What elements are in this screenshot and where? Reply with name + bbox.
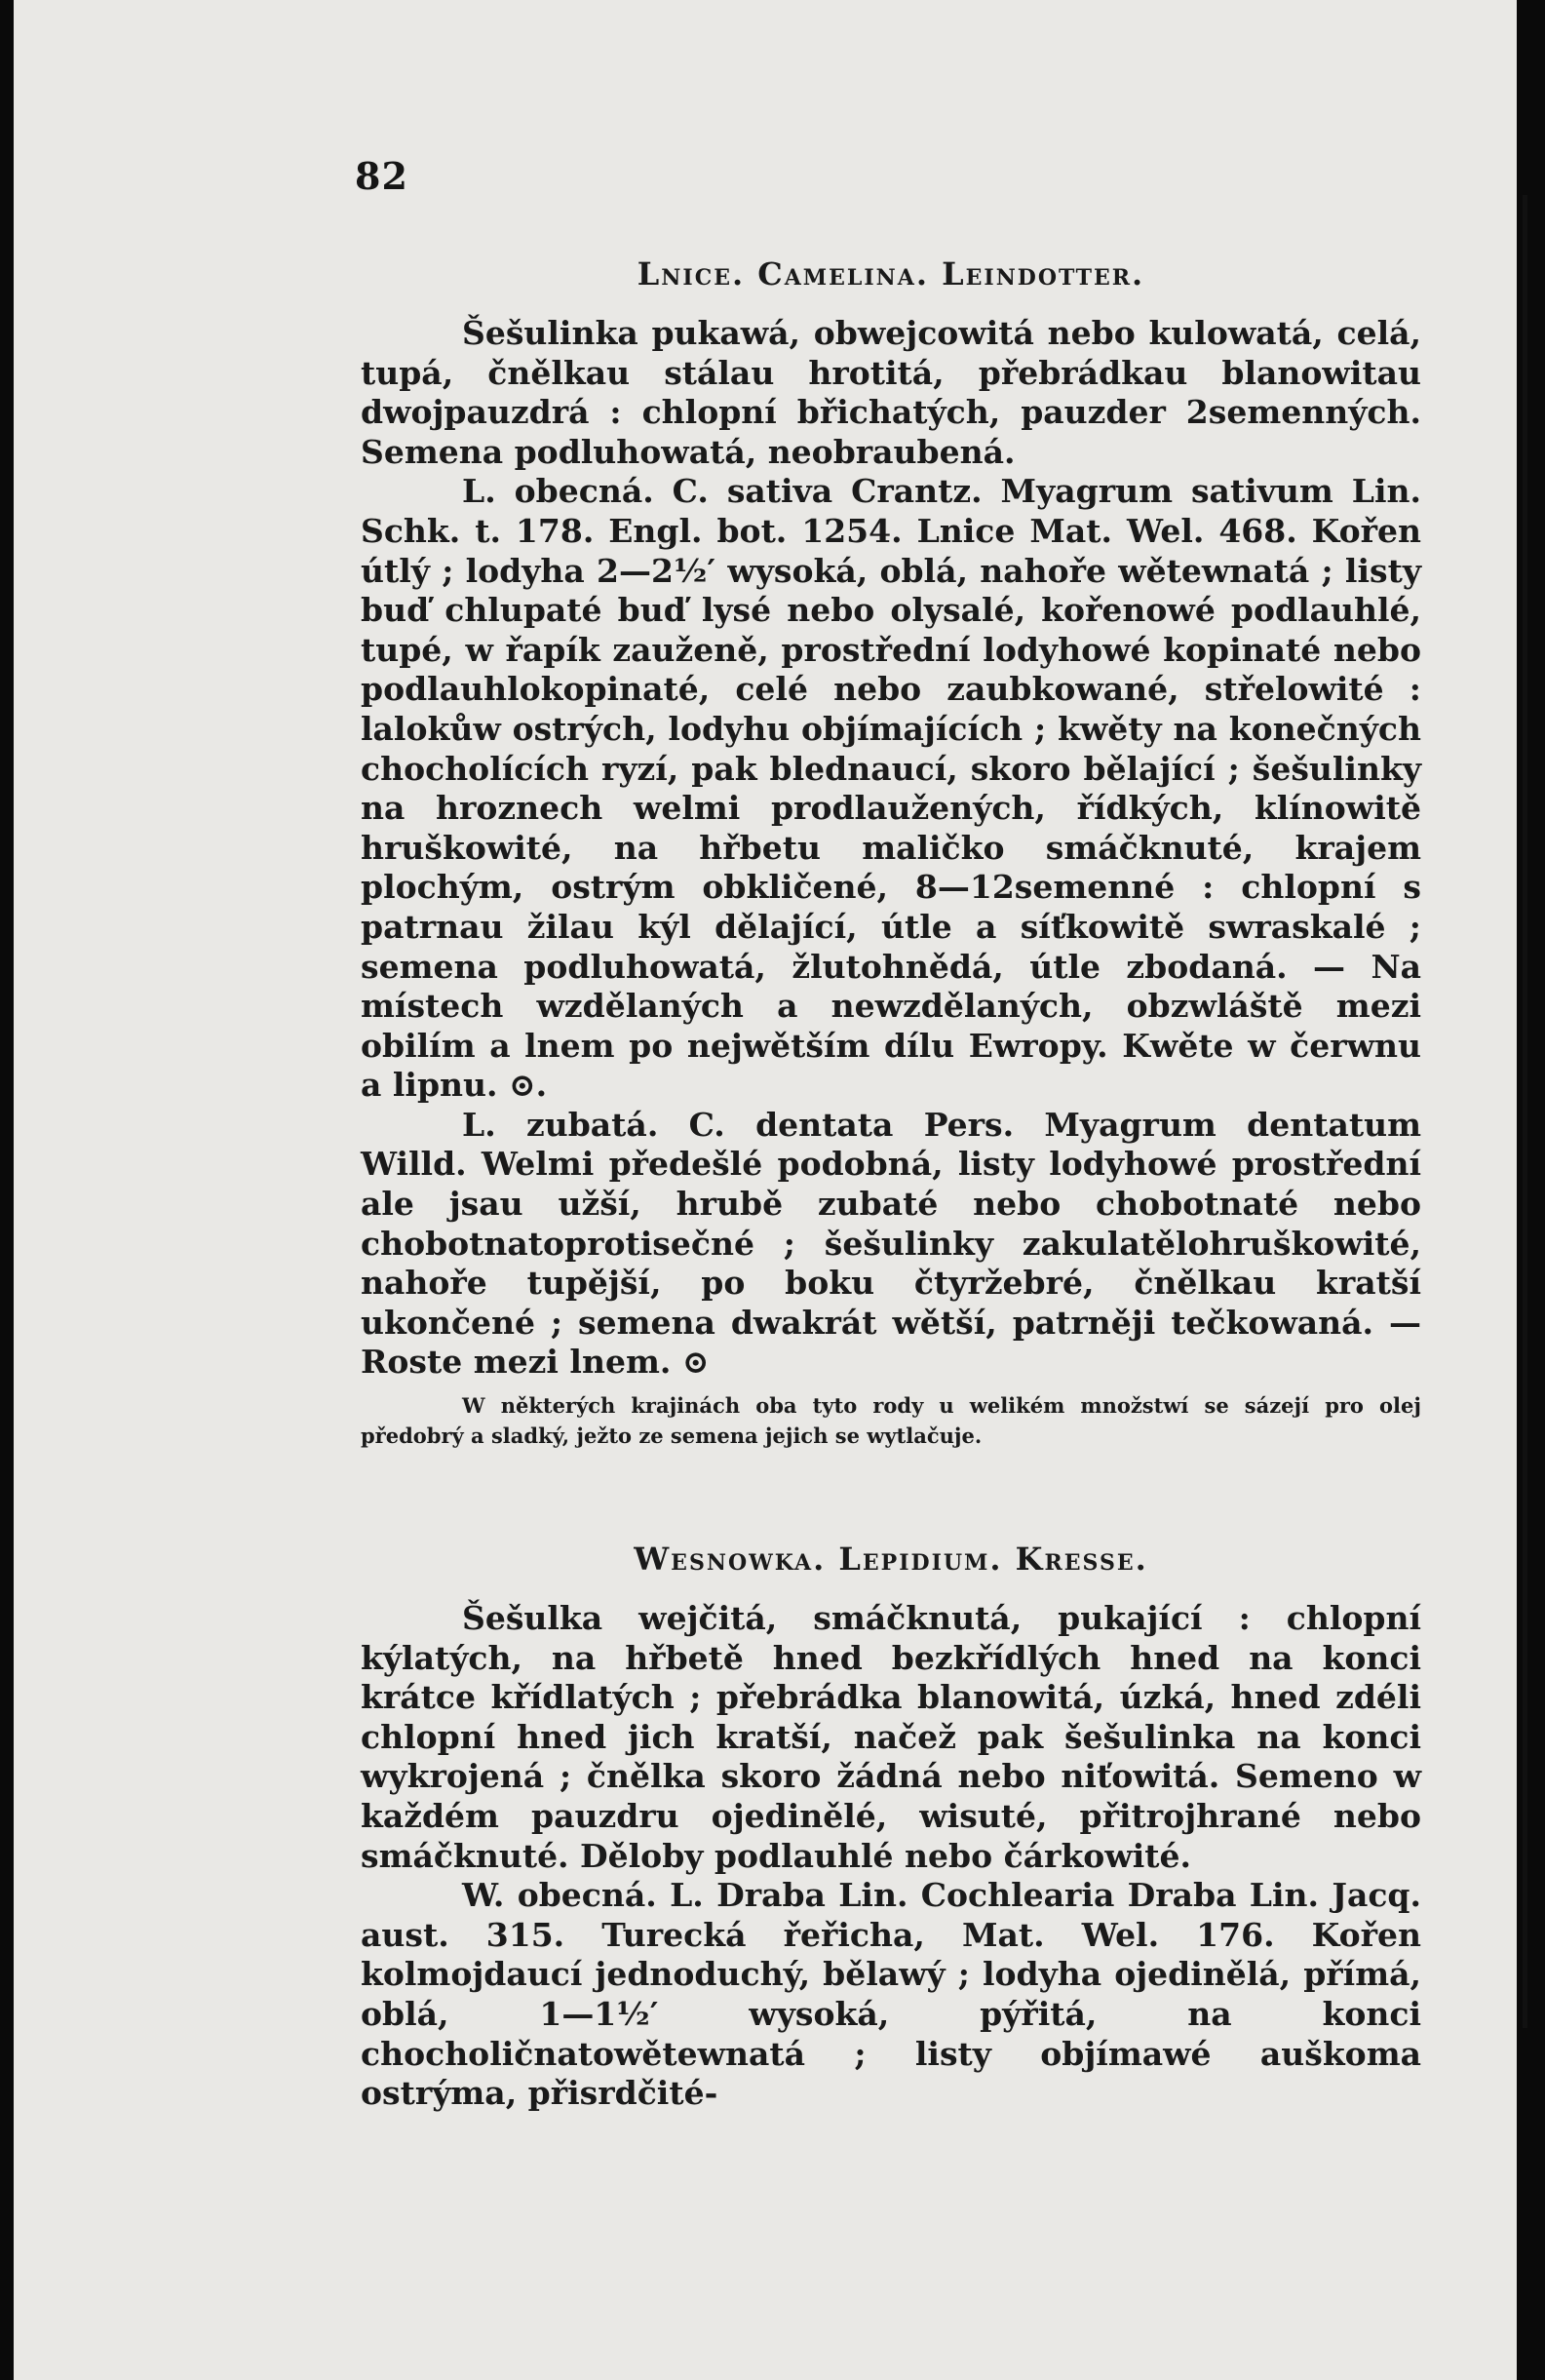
genus-description: Šešulinka pukawá, obwejcowitá nebo kulowatá, celá, tupá, čnělkau stálau hrotitá, přebrádkau blanowitau dwojpauzdrá : chlopní břichatých, pauzder 2semenných. Semena podluhowatá, neobraubená. bbox=[361, 314, 1421, 471]
section-heading: Wesnowka. Lepidium. Kresse. bbox=[634, 1541, 1148, 1578]
section-lnice bbox=[361, 255, 1421, 1451]
species-description: L. zubatá. C. dentata Pers. Myagrum dentatum Willd. Welmi předešlé podobná, listy lodyhowé prostřední ale jsau užší, hrubě zubaté nebo chobotnaté nebo chobotnatoprotisečné ; šešulinky zakulatělohruškowité, nahoře tupější, po boku čtyržebré, čnělkau kratší ukončené ; semena dwakrát wětší, patrněji tečkowaná. — Roste mezi lnem. ⊙ bbox=[361, 1105, 1421, 1382]
genus-description: Šešulka wejčitá, smáčknutá, pukající : chlopní kýlatých, na hřbetě hned bezkřídlých hned na konci krátce křídlatých ; přebrádka blanowitá, úzká, hned zdéli chlopní hned jich kratší, načež pak šešulinka na konci wykrojená ; čnělka skoro žádná nebo niťowitá. Semeno w každém pauzdru ojedinělé, wisuté, přitrojhrané nebo smáčknuté. Děloby podlauhlé nebo čárkowité. bbox=[361, 1599, 1421, 1875]
page-number: 82 bbox=[355, 154, 408, 198]
book-page bbox=[14, 0, 1517, 2380]
footnote: W některých krajinách oba tyto rody u welikém množstwí se sázejí pro olej předobrý a sladký, ježto ze semena jejich se wytlačuje. bbox=[361, 1393, 1421, 1449]
species-description: W. obecná. L. Draba Lin. Cochlearia Draba Lin. Jacq. aust. 315. Turecká řeřicha, Mat. Wel. 176. Kořen kolmojdaucí jednoduchý, bělawý ; lodyha ojedinělá, přímá, oblá, 1—1½′ wysoká, pýřitá, na konci chocholičnatowětewnatá ; listy objímawé auškoma ostrýma, přisrdčité- bbox=[361, 1876, 1421, 2113]
section-heading: Lnice. Camelina. Leindotter. bbox=[637, 255, 1145, 293]
species-description: L. obecná. C. sativa Crantz. Myagrum sativum Lin. Schk. t. 178. Engl. bot. 1254. Lnice Mat. Wel. 468. Kořen útlý ; lodyha 2—2½′ wysoká, oblá, nahoře wětewnatá ; listy buď chlupaté buď lysé nebo olysalé, kořenowé podlauhlé, tupé, w řapík zauženě, prostřední lodyhowé kopinaté nebo podlauhlokopinaté, celé nebo zaubkowané, střelowité : lalokůw ostrých, lodyhu objímajících ; kwěty na konečných chocholících ryzí, pak blednaucí, skoro bělající ; šešulinky na hroznech welmi prodlaužených, řídkých, klínowitě hruškowité, na hřbetu maličko smáčknuté, krajem plochým, ostrým obkličené, 8—12semenné : chlopní s patrnau žilau kýl dělající, útle a síťkowitě swraskalé ; semena podluhowatá, žlutohnědá, útle zbodaná. — Na místech wzdělaných a newzdělaných, obzwláště mezi obilím a lnem po nejwětším dílu Ewropy. Kwěte w čerwnu a lipnu. ⊙. bbox=[361, 472, 1421, 1105]
section-wesnowka bbox=[361, 1541, 1421, 2114]
page-edge-rule bbox=[1523, 195, 1527, 2028]
